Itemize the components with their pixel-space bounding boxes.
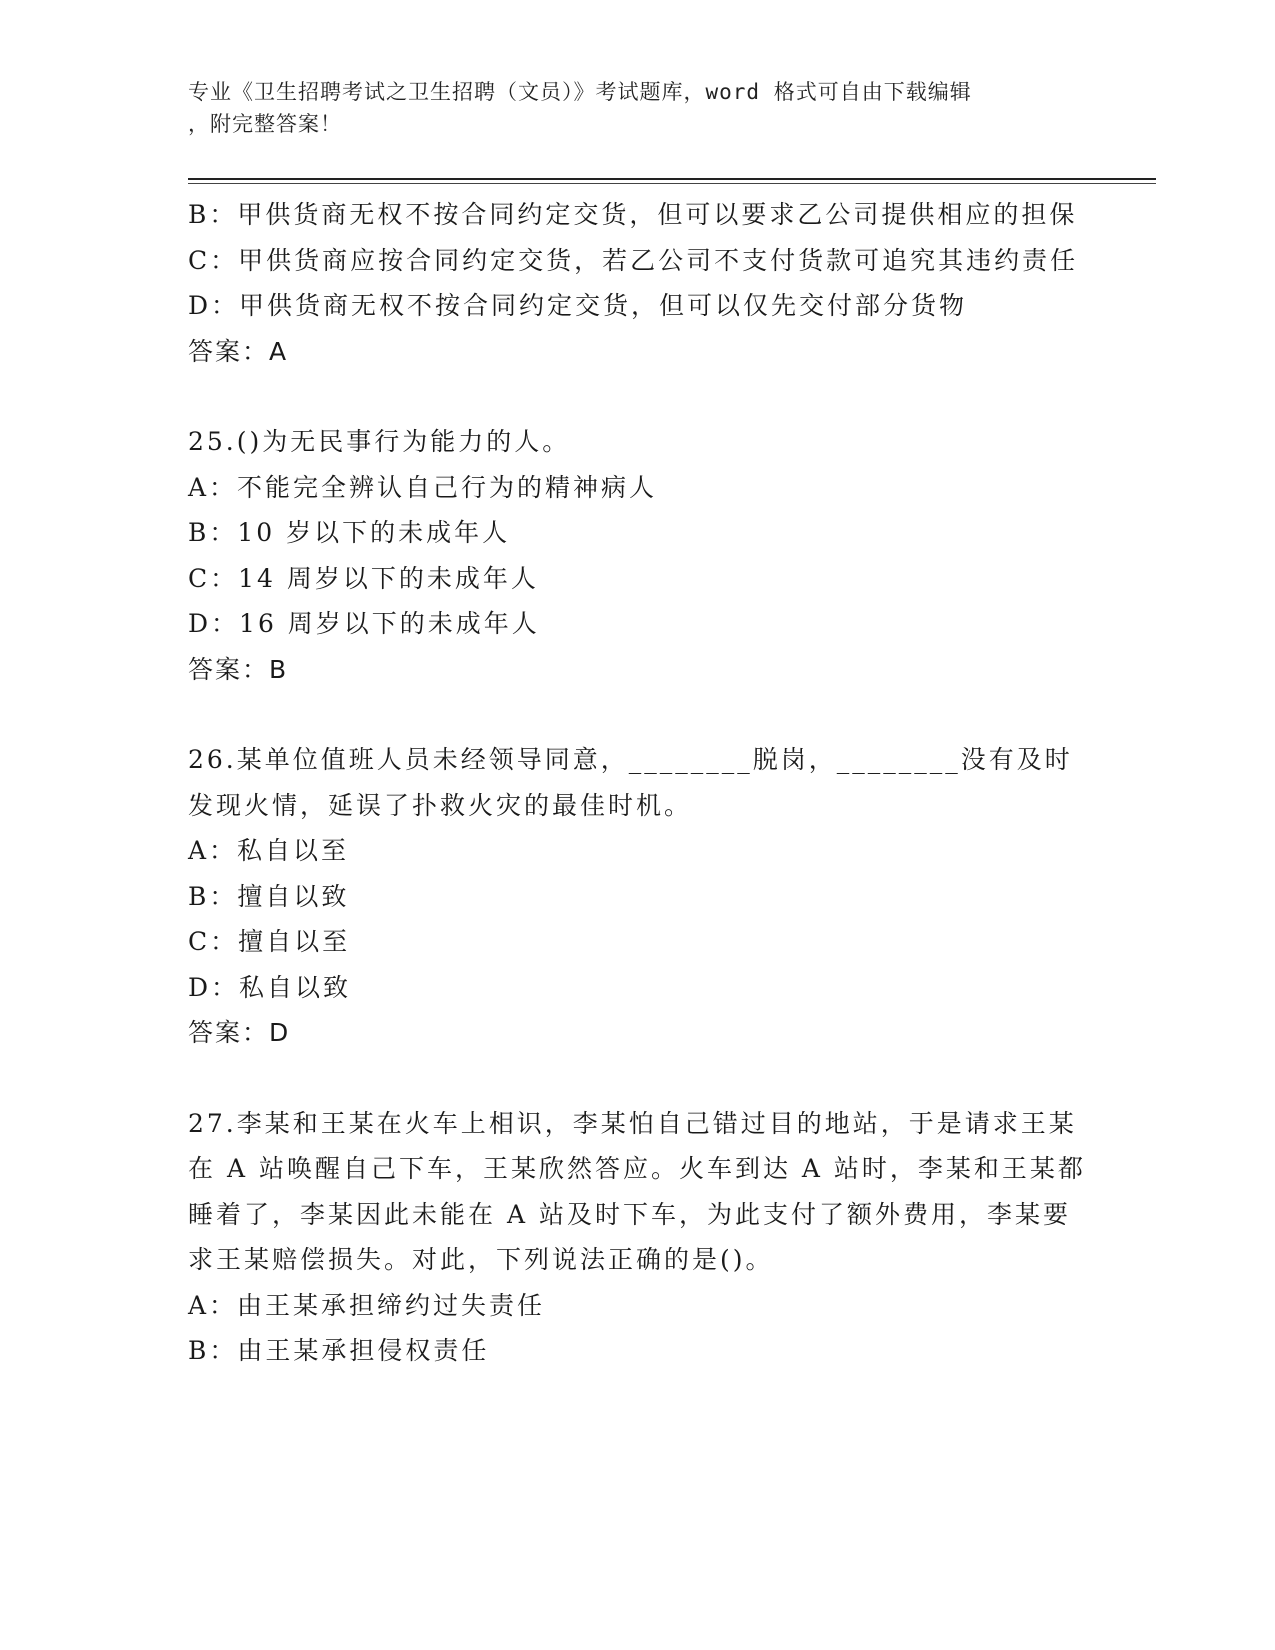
q26-option-b: B：擅自以致 [188,881,350,911]
spacer [188,1056,1088,1101]
question-24-block [188,192,1088,374]
q25-stem: 25.()为无民事行为能力的人。 [188,427,571,456]
q24-option-c: C：甲供货商应按合同约定交货，若乙公司不支付货款可追究其违约责任 [188,245,1079,275]
question-26-block [188,737,1088,1056]
q26-option-a: A：私自以至 [188,836,350,865]
question-25-block [188,419,1088,692]
q27-option-b: B：由王某承担侵权责任 [188,1336,490,1365]
q26-option-d: D：私自以致 [188,972,352,1002]
document-header [188,76,1068,140]
header-line-1: 专业《卫生招聘考试之卫生招聘（文员）》考试题库，word 格式可自由下载编辑 [188,80,972,104]
q25-option-d: D：16 周岁以下的未成年人 [188,609,540,638]
q27-option-a: A：由王某承担缔约过失责任 [188,1290,546,1320]
q24-answer: 答案：A [188,336,289,366]
q26-option-c: C：擅自以至 [188,927,351,956]
q25-answer: 答案：B [188,654,289,684]
q24-option-b: B：甲供货商无权不按合同约定交货，但可以要求乙公司提供相应的担保 [188,200,1078,229]
q25-option-c: C：14 周岁以下的未成年人 [188,563,539,593]
q26-answer: 答案：D [188,1018,291,1047]
header-line-2: ，附完整答案！ [188,112,342,136]
spacer [188,374,1088,419]
header-rule-thin [188,183,1156,184]
q27-stem: 27.李某和王某在火车上相识，李某怕自己错过目的地站，于是请求王某在 A 站唤醒自己下车，王某欣然答应。火车到达 A 站时，李某和王某都睡着了，李某因此未能在 A 站及时下车，为此支付了额外费用，李某要求王某赔偿损失。对此，下列说法正确的是()。 [188,1108,1086,1274]
question-27-block [188,1101,1088,1374]
q24-option-d: D：甲供货商无权不按合同约定交货，但可以仅先交付部分货物 [188,291,968,320]
q25-option-a: A：不能完全辨认自己行为的精神病人 [188,472,658,502]
spacer [188,692,1088,737]
header-rule-thick [188,178,1156,180]
q25-option-b: B：10 岁以下的未成年人 [188,518,511,547]
question-content [188,192,1088,1374]
q26-stem: 26.某单位值班人员未经领导同意，________脱岗，________没有及时发现火情，延误了扑救火灾的最佳时机。 [188,745,1073,820]
